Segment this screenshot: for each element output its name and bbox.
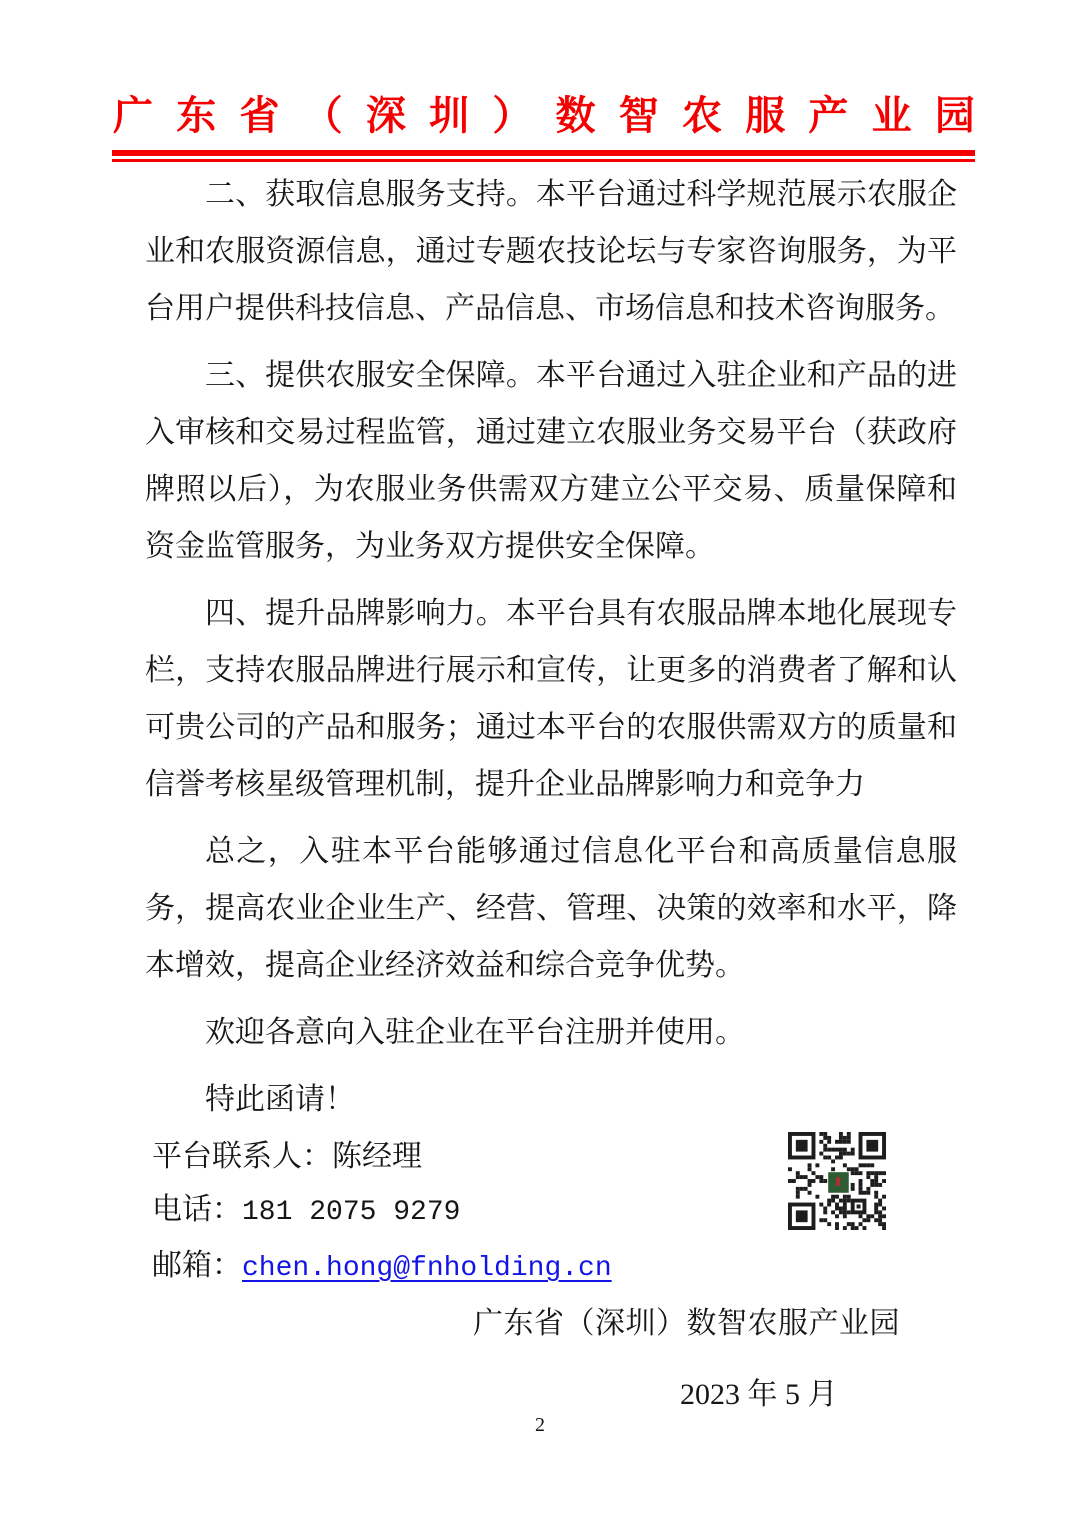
paragraph: 四、提升品牌影响力。本平台具有农服品牌本地化展现专栏，支持农服品牌进行展示和宣传，让更多的消费者了解和认可贵公司的产品和服务；通过本平台的农服供需双方的质量和信誉考核星级管理机制，提升企业品牌影响力和竞争力 [145, 597, 957, 801]
contact-person-value: 陈经理 [332, 1140, 422, 1173]
paragraph: 特此函请！ [205, 1083, 355, 1116]
contact-email-label: 邮箱： [152, 1249, 242, 1282]
signature-org: 广东省（深圳）数智农服产业园 [473, 1307, 900, 1340]
paragraph: 二、获取信息服务支持。本平台通过科学规范展示农服企业和农服资源信息，通过专题农技论坛与专家咨询服务，为平台用户提供科技信息、产品信息、市场信息和技术咨询服务。 [145, 178, 957, 325]
paragraph: 欢迎各意向入驻企业在平台注册并使用。 [205, 1016, 745, 1049]
contact-person-label: 平台联系人： [152, 1140, 332, 1173]
letter-body [145, 166, 957, 1138]
contact-block [152, 1130, 792, 1295]
qr-code-icon [788, 1132, 886, 1230]
contact-phone-value: 181 2075 9279 [242, 1197, 461, 1228]
paragraph: 三、提供农服安全保障。本平台通过入驻企业和产品的进入审核和交易过程监管，通过建立农服业务交易平台（获政府牌照以后），为农服业务供需双方建立公平交易、质量保障和资金监管服务，为业务双方提供安全保障。 [145, 359, 957, 563]
contact-phone-line [152, 1183, 792, 1239]
email-link[interactable]: chen.hong@fnholding.cn [242, 1253, 612, 1284]
page-number: 2 [535, 1414, 545, 1436]
letterhead-divider [112, 150, 975, 162]
contact-email-line [152, 1239, 792, 1295]
letterhead-title: 广 东 省 （ 深 圳 ） 数 智 农 服 产 业 园 [113, 94, 975, 138]
paragraph: 总之，入驻本平台能够通过信息化平台和高质量信息服务，提高农业企业生产、经营、管理、决策的效率和水平，降本增效，提高企业经济效益和综合竞争优势。 [145, 835, 957, 982]
contact-person-line [152, 1130, 792, 1183]
signature-date: 2023 年 5 月 [680, 1378, 838, 1411]
contact-phone-label: 电话： [152, 1193, 242, 1226]
